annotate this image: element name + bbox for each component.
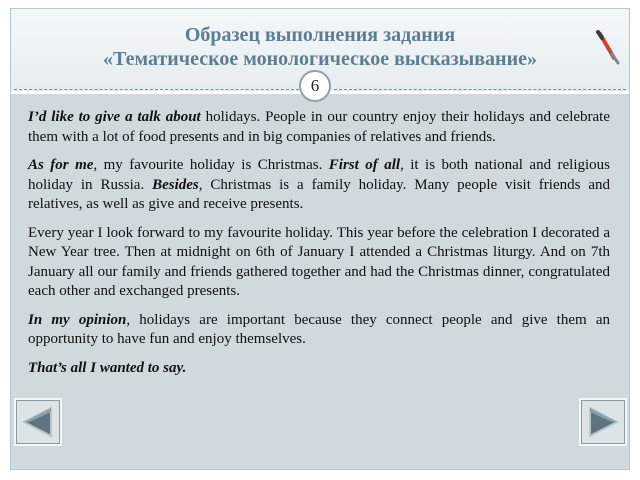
monologue-text xyxy=(28,108,610,387)
phrase-lead: I’d like to give a talk about xyxy=(28,109,201,125)
paragraph-4 xyxy=(28,311,610,350)
paragraph-text: , it is both national and religious holiday in Russia. xyxy=(28,157,611,193)
phrase-lead: First of all xyxy=(328,157,401,173)
paragraph-1 xyxy=(28,108,610,147)
paragraph-5 xyxy=(28,359,610,379)
header-divider-left xyxy=(14,89,299,90)
triangle-right-icon xyxy=(584,403,622,441)
paragraph-2 xyxy=(28,156,610,215)
page-number-badge: 6 xyxy=(299,70,331,102)
phrase-lead: In my opinion xyxy=(28,311,127,328)
paragraph-text: Every year I look forward to my favourite holiday. This year before the celebration I decorated a New Year tree. Then at midnight on 6th of January I attended a Christmas liturgy. And on 7th January all our family and friends gathered together and had the Christmas dinner, congratulated each other and exchanged presents. xyxy=(28,224,610,299)
paragraph-text: , Christmas is a family holiday. Many people visit friends and relatives, as well as give and receive presents. xyxy=(28,176,610,212)
title-line-2: «Тематическое монологическое высказывание» xyxy=(103,48,537,70)
phrase-lead: That’s all I wanted to say. xyxy=(28,359,187,376)
phrase-lead: Besides xyxy=(152,176,199,193)
paragraph-text: , my favourite holiday is Christmas. xyxy=(93,157,329,173)
paragraph-text: holidays. People in our country enjoy their holidays and celebrate them with a lot of food presents and in big companies of relatives and friends. xyxy=(28,109,611,145)
paragraph-3 xyxy=(28,224,610,302)
next-slide-button[interactable] xyxy=(579,398,627,446)
title-line-1: Образец выполнения задания xyxy=(184,24,456,46)
phrase-lead: As for me xyxy=(28,157,94,173)
slide-title xyxy=(11,23,629,71)
paragraph-text: , holidays are important because they connect people and give them an opportunity to have fun and enjoy themselves. xyxy=(28,311,611,347)
triangle-left-icon xyxy=(19,403,57,441)
pen-icon xyxy=(592,30,622,66)
header-divider-right xyxy=(334,89,626,90)
prev-slide-button[interactable] xyxy=(14,398,62,446)
